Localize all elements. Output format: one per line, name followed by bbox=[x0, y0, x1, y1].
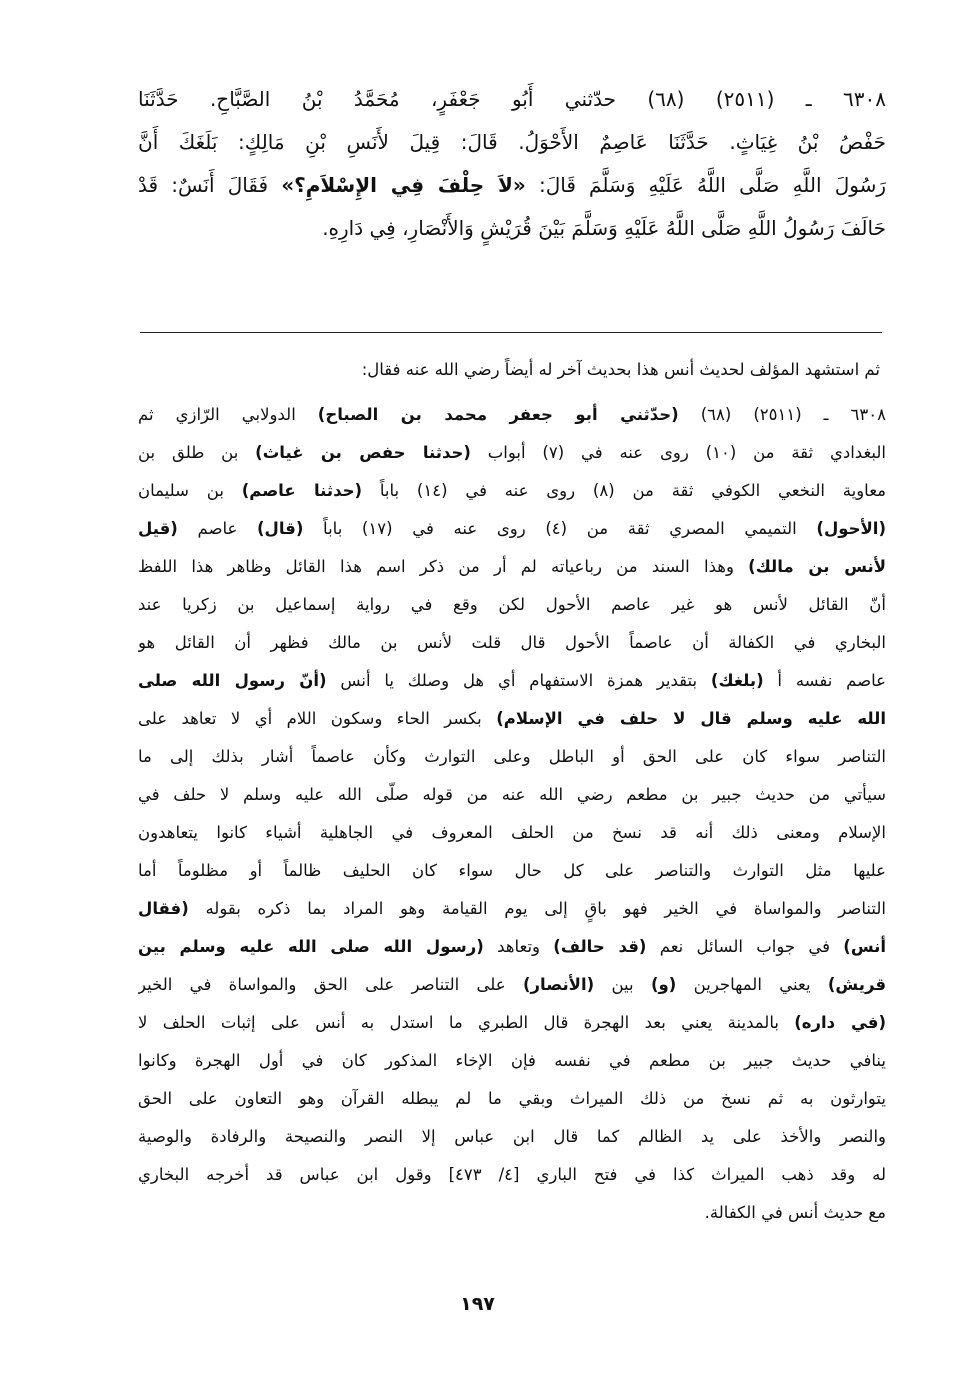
text-segment: يتوارثون به ثم نسخ من ذلك الميراث وبقي ما لم يبطله القرآن وهو التعاون على الحق bbox=[138, 1089, 886, 1108]
text-segment: بن طلق بن bbox=[138, 443, 256, 462]
bold-text-segment: (بلغك) bbox=[710, 671, 764, 690]
bold-text-segment: لأنس بن مالك) bbox=[748, 557, 886, 576]
text-segment: ٦٣٠٨ ـ (٢٥١١) (٦٨) bbox=[678, 405, 886, 424]
text-line bbox=[138, 586, 886, 624]
text-line bbox=[138, 1118, 886, 1156]
text-segment: عليها مثل التوارث والتناصر على كل حال سواء كان الحليف ظالماً أو مظلوماً أما bbox=[138, 861, 886, 880]
text-segment: فَقَالَ أَنَسٌ: قَدْ bbox=[138, 173, 282, 197]
text-segment: وتعاهد bbox=[483, 937, 554, 956]
text-segment: البخاري في الكفالة أن عاصماً الأحول قال قلت لأنس بن مالك فظهر أن القائل هو bbox=[138, 633, 886, 652]
text-segment: التميمي المصري ثقة من (٤) روى عنه في (١٧) باباً bbox=[303, 519, 817, 538]
text-segment: معاوية النخعي الكوفي ثقة من (٨) روى عنه في (١٤) باباً bbox=[362, 481, 886, 500]
bold-text-segment: (حدّثني أبو جعفر محمد بن الصباح) bbox=[317, 405, 679, 424]
text-segment: حَفْصُ بْنُ غِيَاثٍ. حَدَّثَنَا عَاصِمٌ الأَحْوَلُ. قَالَ: قِيلَ لأَنَسِ بْنِ مَالِكٍ: بَلَغَكَ أَنَّ bbox=[138, 130, 886, 154]
text-line bbox=[138, 1004, 886, 1042]
text-segment: الإسلام ومعنى ذلك أنه قد نسخ من الحلف المعروف في الجاهلية أشياء كانوا يتعاهدون bbox=[138, 823, 886, 842]
text-line bbox=[138, 928, 886, 966]
text-segment: ينافي حديث جبير بن مطعم في نفسه فإن الإخاء المذكور كان في أول الهجرة وكانوا bbox=[138, 1051, 886, 1070]
text-line bbox=[138, 510, 886, 548]
bold-text-segment: الله عليه وسلم قال لا حلف في الإسلام) bbox=[496, 709, 886, 728]
commentary-text bbox=[138, 396, 886, 1232]
text-line bbox=[138, 548, 886, 586]
text-segment: عاصم bbox=[177, 519, 257, 538]
text-line bbox=[138, 700, 886, 738]
text-segment: سيأتي من حديث جبير بن مطعم رضي الله عنه من قوله صلّى الله عليه وسلم لا حلف في bbox=[138, 785, 886, 804]
text-segment: مع حديث أنس في الكفالة. bbox=[704, 1203, 886, 1222]
bold-text-segment: قريش) bbox=[827, 975, 886, 994]
bold-text-segment: (الأحول) bbox=[816, 519, 886, 538]
text-line bbox=[138, 624, 886, 662]
text-line bbox=[138, 1194, 886, 1232]
text-segment: والنصر والأخذ على يد الظالم كما قال ابن عباس إلا النصر والنصيحة والرفادة والوصية bbox=[138, 1127, 886, 1146]
bold-text-segment: (رسول الله صلى الله عليه وسلم بين bbox=[138, 937, 484, 956]
text-line bbox=[138, 396, 886, 434]
text-segment: التناصر والمواساة في الخير فهو باقٍ إلى يوم القيامة وهو المراد بما ذكره بقوله bbox=[188, 899, 886, 918]
text-segment: على التناصر على الحق والمواساة في الخير bbox=[138, 975, 523, 994]
text-segment: حَالَفَ رَسُولُ اللَّهِ صَلَّى اللَّهُ عَلَيْهِ وَسَلَّمَ بَيْنَ قُرَيْشٍ وَالأَنْصَارِ، فِي دَارِهِ. bbox=[322, 216, 886, 240]
text-segment: وهذا السند من رباعياته لم أر من ذكر اسم هذا القائل وظاهر هذا اللفظ bbox=[138, 557, 749, 576]
text-line bbox=[138, 662, 886, 700]
bold-text-segment: (أنّ رسول الله صلى bbox=[138, 671, 327, 690]
text-line bbox=[138, 776, 886, 814]
text-segment: بن سليمان bbox=[138, 481, 242, 500]
bold-text-segment: (فقال bbox=[138, 899, 189, 918]
text-segment: البغدادي ثقة من (١٠) روى عنه في (٧) أبواب bbox=[470, 443, 886, 462]
intro-text: ثم استشهد المؤلف لحديث أنس هذا بحديث آخر له أيضاً رضي الله عنه فقال: bbox=[361, 360, 880, 379]
bold-text-segment: (حدثنا حفص بن غياث) bbox=[255, 443, 471, 462]
text-line bbox=[138, 1156, 886, 1194]
text-segment: بتقدير همزة الاستفهام أي هل وصلك يا أنس bbox=[326, 671, 711, 690]
text-segment: بالمدينة يعني بعد الهجرة قال الطبري ما استدل به أنس على إثبات الحلف لا bbox=[138, 1013, 795, 1032]
bold-text-segment: (قد حالف) bbox=[553, 937, 647, 956]
text-line bbox=[138, 738, 886, 776]
text-line bbox=[138, 207, 886, 250]
text-segment: الدولابي الرّازي ثم bbox=[138, 405, 318, 424]
text-segment: يعني المهاجرين bbox=[676, 975, 828, 994]
text-segment: أنّ القائل لأنس هو غير عاصم الأحول لكن وقع في رواية إسماعيل بن زكريا عند bbox=[138, 595, 886, 614]
text-line bbox=[138, 1042, 886, 1080]
page-number: ١٩٧ bbox=[460, 1293, 495, 1315]
text-line bbox=[138, 966, 886, 1004]
text-segment: عاصم نفسه أ bbox=[763, 671, 886, 690]
text-line bbox=[138, 1080, 886, 1118]
text-segment: له وقد ذهب الميراث كذا في فتح الباري [٤/ ٤٧٣] وقول ابن عباس قد أخرجه البخاري bbox=[138, 1165, 886, 1184]
bold-text-segment: أنس) bbox=[843, 937, 886, 956]
bold-text-segment: «لاَ حِلْفَ فِي الإِسْلاَمِ؟» bbox=[281, 173, 526, 197]
bold-text-segment: (قال) bbox=[256, 519, 304, 538]
bold-text-segment: (حدثنا عاصم) bbox=[241, 481, 363, 500]
text-line bbox=[138, 814, 886, 852]
text-line bbox=[138, 78, 886, 121]
hadith-text bbox=[138, 78, 886, 250]
text-line bbox=[138, 472, 886, 510]
bold-text-segment: (الأنصار) bbox=[522, 975, 595, 994]
text-segment: بكسر الحاء وسكون اللام أي لا تعاهد على bbox=[138, 709, 497, 728]
text-segment: التناصر سواء كان على الحق أو الباطل وعلى التوارث وكأن عاصماً أشار بذلك إلى ما bbox=[138, 747, 886, 766]
footnote-divider bbox=[140, 332, 882, 333]
bold-text-segment: (و) bbox=[650, 975, 677, 994]
text-line bbox=[138, 852, 886, 890]
text-segment: في جواب السائل نعم bbox=[646, 937, 844, 956]
text-segment: رَسُولَ اللَّهِ صَلَّى اللَّهُ عَلَيْهِ وَسَلَّمَ قَالَ: bbox=[525, 173, 886, 197]
bold-text-segment: (قيل bbox=[138, 519, 178, 538]
text-line bbox=[138, 434, 886, 472]
text-line bbox=[138, 890, 886, 928]
text-line bbox=[138, 121, 886, 164]
text-line bbox=[138, 164, 886, 207]
text-segment: بين bbox=[594, 975, 651, 994]
text-segment: ٦٣٠٨ ـ (٢٥١١) (٦٨) حدّثني أَبُو جَعْفَرٍ، مُحَمَّدُ بْنُ الصَّبَّاحِ. حَدَّثَنَا bbox=[138, 87, 886, 111]
bold-text-segment: (في داره) bbox=[794, 1013, 886, 1032]
